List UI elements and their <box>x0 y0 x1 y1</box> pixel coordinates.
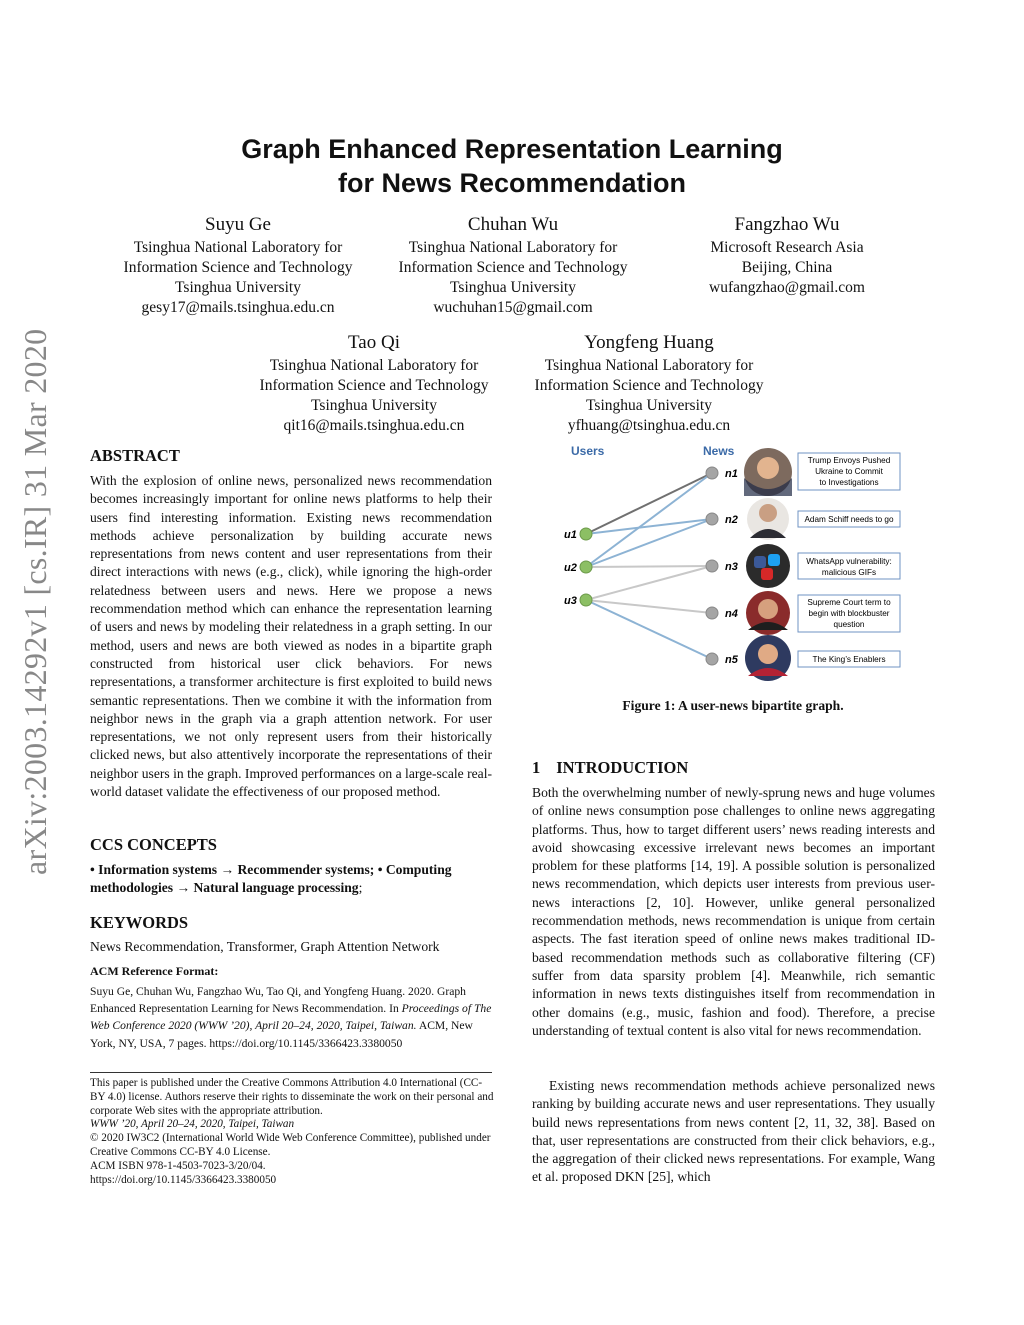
author-name: Tao Qi <box>348 332 400 353</box>
news-photo-face <box>757 457 779 479</box>
headline-text: Supreme Court term to <box>807 598 891 607</box>
author-affiliation: Information Science and Technology <box>534 377 764 394</box>
author-block <box>98 214 378 318</box>
license-note: This paper is published under the Creative Commons Attribution 4.0 International (CC-BY 4.0) license. Authors reserve their rights to disseminate the work on their personal and corporate Web sites with the appropriate attribution. <box>90 1077 494 1117</box>
headline-text: begin with blockbuster <box>808 609 890 618</box>
user-node <box>580 561 592 573</box>
headline-text: The King’s Enablers <box>812 655 886 664</box>
news-node <box>706 607 718 619</box>
author-affiliation: Information Science and Technology <box>123 259 353 276</box>
intro-heading <box>532 758 688 778</box>
section-number: 1 <box>532 758 541 777</box>
doi-note: https://doi.org/10.1145/3366423.3380050 <box>90 1173 277 1186</box>
ccs-concepts <box>90 861 494 898</box>
app-icon <box>754 556 766 568</box>
author-affiliation: Information Science and Technology <box>398 259 628 276</box>
user-label: u1 <box>564 529 577 541</box>
news-label: n4 <box>725 608 738 620</box>
author-email: qit16@mails.tsinghua.edu.cn <box>283 417 465 434</box>
title-line-1: Graph Enhanced Representation Learning <box>241 134 783 164</box>
author-block <box>667 214 907 298</box>
news-node <box>706 467 718 479</box>
news-label: n2 <box>725 514 738 526</box>
author-affiliation: Tsinghua National Laboratory for <box>544 357 754 374</box>
author-email: gesy17@mails.tsinghua.edu.cn <box>141 299 335 316</box>
news-photo-face <box>758 644 778 664</box>
author-block <box>234 332 514 436</box>
paper-title <box>0 132 1024 200</box>
news-photo-icon <box>746 544 790 588</box>
acm-ref-citation-end: ACM, New York, NY, USA, 7 pages. https://doi.org/10.1145/3366423.3380050 <box>90 1019 473 1050</box>
edge-u2-n3 <box>586 566 712 567</box>
author-affiliation: Tsinghua University <box>175 279 301 296</box>
ccs-item: • Computing methodologies → Natural language processing <box>90 862 452 896</box>
footnote-rule <box>90 1072 492 1073</box>
author-affiliation: Beijing, China <box>741 259 833 276</box>
author-email: wufangzhao@gmail.com <box>709 279 865 296</box>
author-affiliation: Tsinghua National Laboratory for <box>269 357 479 374</box>
edge-u2-n1 <box>586 473 712 567</box>
headline-text: to Investigations <box>819 478 879 487</box>
abstract-text: With the explosion of online news, personalized news recommendation becomes increasingly important for online news platforms to help their users find interesting information. Existing news recommendation methods achieve personalization by building accurate news representations from news content and user representations from their direct interactions with news (e.g., click), while ignoring the high-order relatedness between users and news. Here we propose a news recommendation method which can enhance the representation learning of users and news by modeling their relatedness in a graph setting. In our method, users and news are both viewed as nodes in a bipartite graph constructed from historical user click behaviors. For news representations, a transformer architecture is first exploited to build news semantic representations. Then we combine it with the information from neighbor news in the graph via a graph attention network. For user representations, we not only represent users from their historically clicked news, but also attentively incorporate the representations of their neighbor users in the graph. Improved performances on a large-scale real-world dataset validate the effectiveness of our proposed method. <box>90 473 492 800</box>
figure-caption: Figure 1: A user-news bipartite graph. <box>622 698 844 713</box>
acm-ref-venue: Proceedings of The Web Conference 2020 (WWW ’20), April 20–24, 2020, Taipei, Taiwan. <box>90 1002 492 1033</box>
intro-paragraph-1: Both the overwhelming number of newly-sprung news and huge volumes of online news consumption pose challenges to online news aggregating platforms. Thus, how to target different users’ news reading interests and avoid showcasing excessive irrelevant news becomes an important problem for these platforms [14, 19]. A possible solution is personalized news recommendation, which depicts user interests from previous user-news interactions [2, 10]. However, unlike general personalized recommendation methods, news recommendation is unique from certain aspects. The fast iteration speed of online news makes traditional ID-based recommendation methods such as collaborative filtering (CF) suffer from data sparsity problem [4]. Meanwhile, rich semantic information in news texts distinguishes itself from recommendation in other domains (e.g., music, fashion and food). Therefore, a precise understanding of textual content is also vital for news recommendation. <box>532 785 935 1038</box>
acm-ref-heading: ACM Reference Format: <box>90 964 219 978</box>
author-affiliation: Tsinghua University <box>586 397 712 414</box>
users-column-label: Users <box>571 444 605 458</box>
copyright-note: © 2020 IW3C2 (International World Wide Web Conference Committee), published under Creative Commons CC-BY 4.0 License. <box>90 1132 491 1158</box>
author-affiliation: Information Science and Technology <box>259 377 489 394</box>
author-affiliation: Tsinghua University <box>311 397 437 414</box>
news-node <box>706 560 718 572</box>
edge-u3-n5 <box>586 600 712 659</box>
user-label: u2 <box>564 562 577 574</box>
ccs-heading: CCS CONCEPTS <box>90 835 217 854</box>
author-name: Fangzhao Wu <box>734 214 840 235</box>
author-affiliation: Tsinghua National Laboratory for <box>133 239 343 256</box>
headline-text: Ukraine to Commit <box>815 467 883 476</box>
abstract-heading: ABSTRACT <box>90 446 180 465</box>
acm-ref-citation: Suyu Ge, Chuhan Wu, Fangzhao Wu, Tao Qi, and Yongfeng Huang. 2020. Graph Enhanced Representation Learning for News Recommendation. In <box>90 985 466 1016</box>
acm-ref-text <box>90 983 494 1052</box>
footnote <box>90 1077 494 1187</box>
news-column-label: News <box>703 444 735 458</box>
news-node <box>706 653 718 665</box>
author-email: yfhuang@tsinghua.edu.cn <box>567 417 731 434</box>
arxiv-identifier: arXiv:2003.14292v1 [cs.IR] 31 Mar 2020 <box>17 328 53 875</box>
author-block <box>509 332 789 436</box>
author-block <box>373 214 653 318</box>
author-name: Suyu Ge <box>205 214 271 235</box>
bipartite-graph-svg <box>530 438 940 688</box>
app-icon <box>761 568 773 580</box>
news-node <box>706 513 718 525</box>
ccs-item: • Information systems → Recommender systems; <box>90 862 375 877</box>
author-affiliation: Tsinghua University <box>450 279 576 296</box>
app-icon <box>768 554 780 566</box>
edge-u1-n1 <box>586 473 712 534</box>
isbn-note: ACM ISBN 978-1-4503-7023-3/20/04. <box>90 1159 266 1172</box>
author-name: Chuhan Wu <box>467 214 559 235</box>
venue-note: WWW ’20, April 20–24, 2020, Taipei, Taiwan <box>90 1118 295 1131</box>
headline-text: Adam Schiff needs to go <box>804 515 894 524</box>
bipartite-graph-figure <box>530 438 940 688</box>
edge-u3-n4 <box>586 600 712 613</box>
user-node <box>580 528 592 540</box>
edge-u3-n3 <box>586 566 712 600</box>
author-name: Yongfeng Huang <box>584 332 714 353</box>
keywords-text: News Recommendation, Transformer, Graph Attention Network <box>90 939 440 954</box>
news-photo-face <box>759 504 777 522</box>
section-title: INTRODUCTION <box>556 758 689 777</box>
headline-text: WhatsApp vulnerability: <box>806 557 892 566</box>
author-affiliation: Tsinghua National Laboratory for <box>408 239 618 256</box>
headline-text: question <box>833 620 865 629</box>
news-label: n3 <box>725 561 738 573</box>
author-email: wuchuhan15@gmail.com <box>433 299 593 316</box>
news-photo-face <box>758 599 778 619</box>
keywords-heading: KEYWORDS <box>90 913 189 932</box>
intro-paragraph-2: Existing news recommendation methods achieve personalized news ranking by building accurate news and user representations. They usually build news representations from news content [2, 11, 32, 38]. Based on that, user representations are constructed from their click behaviors, e.g., the aggregation of their clicked news representations. For example, Wang et al. proposed DKN [25], which <box>532 1078 935 1185</box>
user-label: u3 <box>564 595 577 607</box>
news-label: n1 <box>725 468 738 480</box>
headline-text: Trump Envoys Pushed <box>807 456 891 465</box>
headline-text: malicious GIFs <box>821 568 877 577</box>
ccs-end: ; <box>358 880 363 896</box>
author-affiliation: Microsoft Research Asia <box>710 239 864 256</box>
user-node <box>580 594 592 606</box>
title-line-2: for News Recommendation <box>337 168 687 198</box>
news-label: n5 <box>725 654 738 666</box>
